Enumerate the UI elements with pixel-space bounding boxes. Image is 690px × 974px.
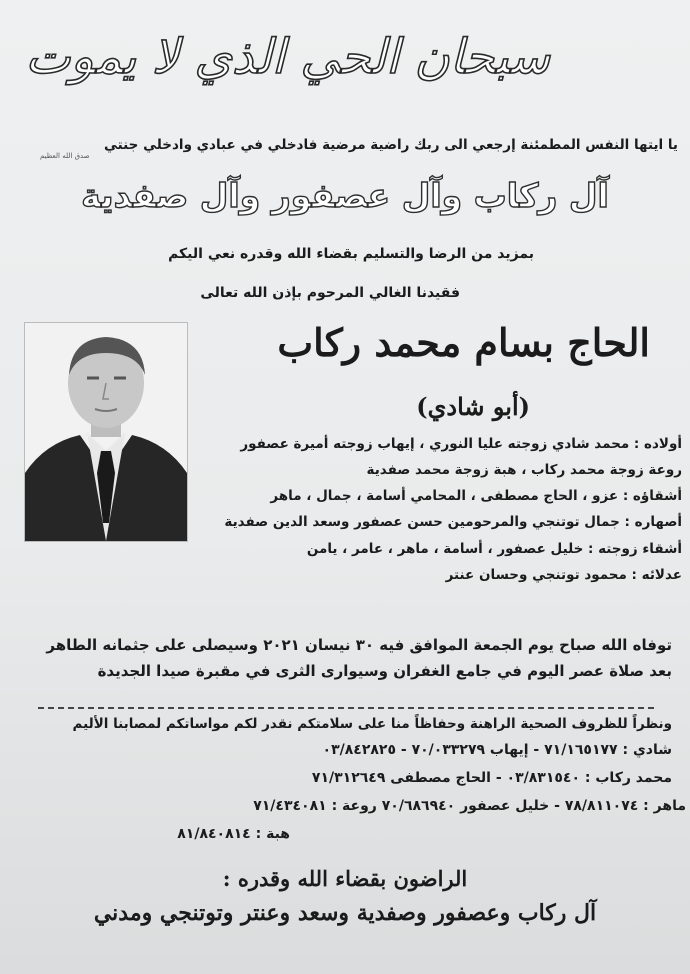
footer-line-2: آل ركاب وعصفور وصفدية وسعد وعنتر وتوتنجي ومدني	[93, 900, 597, 926]
contact-line: محمد ركاب : ٠٣/٨٣١٥٤٠ - الحاج مصطفى ٧١/٣١٢٦٤٩	[311, 770, 672, 786]
verse-source: صدق الله العظيم	[40, 152, 90, 160]
intro-line-1: بمزيد من الرضا والتسليم بقضاء الله وقدره نعي اليكم	[168, 246, 534, 262]
relatives-line: روعة زوجة محمد ركاب ، هبة زوجة محمد صفدية	[366, 462, 682, 478]
death-notice-line-1: توفاه الله صباح يوم الجمعة الموافق فيه ٣٠ نيسان ٢٠٢١ وسيصلى على جثمانه الطاهر	[46, 636, 672, 654]
contact-line: شادي : ٧١/١٦٥١٧٧ - إيهاب ٧٠/٠٣٣٢٧٩ - ٠٣/٨٤٢٨٢٥	[322, 742, 672, 758]
dashed-divider	[38, 707, 654, 709]
quran-verse: يا ايتها النفس المطمئنة إرجعي الى ربك راضية مرضية فادخلي في عبادي وادخلي جنتي	[104, 137, 678, 153]
portrait-icon	[25, 323, 187, 541]
contact-line: هبة : ٨١/٨٤٠٨١٤	[177, 826, 290, 842]
deceased-nickname: (أبو شادي)	[416, 392, 530, 421]
footer-line-1: الراضون بقضاء الله وقدره :	[222, 866, 468, 891]
families-heading: آل ركاب وآل عصفور وآل صفدية	[81, 176, 609, 215]
contact-line: ماهر : ٧٨/٨١١٠٧٤ - خليل عصفور ٧٠/٦٨٦٩٤٠ روعة : ٧١/٤٣٤٠٨١	[253, 798, 686, 814]
relatives-line: عدلائه : محمود توتنجي وحسان عنتر	[445, 567, 682, 583]
relatives-line: أشقاؤه : عزو ، الحاج مصطفى ، المحامي أسامة ، جمال ، ماهر	[270, 488, 682, 504]
calligraphy-title: سبحان الحي الذي لا يموت	[25, 29, 550, 85]
relatives-line: أولاده : محمد شادي زوجته عليا النوري ، إيهاب زوجته أميرة عصفور	[240, 436, 682, 452]
deceased-name: الحاج بسام محمد ركاب	[277, 320, 650, 365]
intro-line-2: فقيدنا الغالي المرحوم بإذن الله تعالى	[200, 285, 460, 301]
portrait-photo	[24, 322, 188, 542]
death-notice-line-2: بعد صلاة عصر اليوم في جامع الغفران وسيوارى الثرى في مقبرة صيدا الجديدة	[97, 662, 672, 680]
relatives-line: أصهاره : جمال توتنجي والمرحومين حسن عصفور وسعد الدين صفدية	[224, 514, 682, 530]
relatives-line: أشقاء زوجته : خليل عصفور ، أسامة ، ماهر ، عامر ، يامن	[306, 541, 682, 557]
condolence-note: ونظراً للظروف الصحية الراهنة وحفاظاً منا على سلامتكم نقدر لكم مواساتكم لمصابنا الأليم	[72, 716, 672, 732]
